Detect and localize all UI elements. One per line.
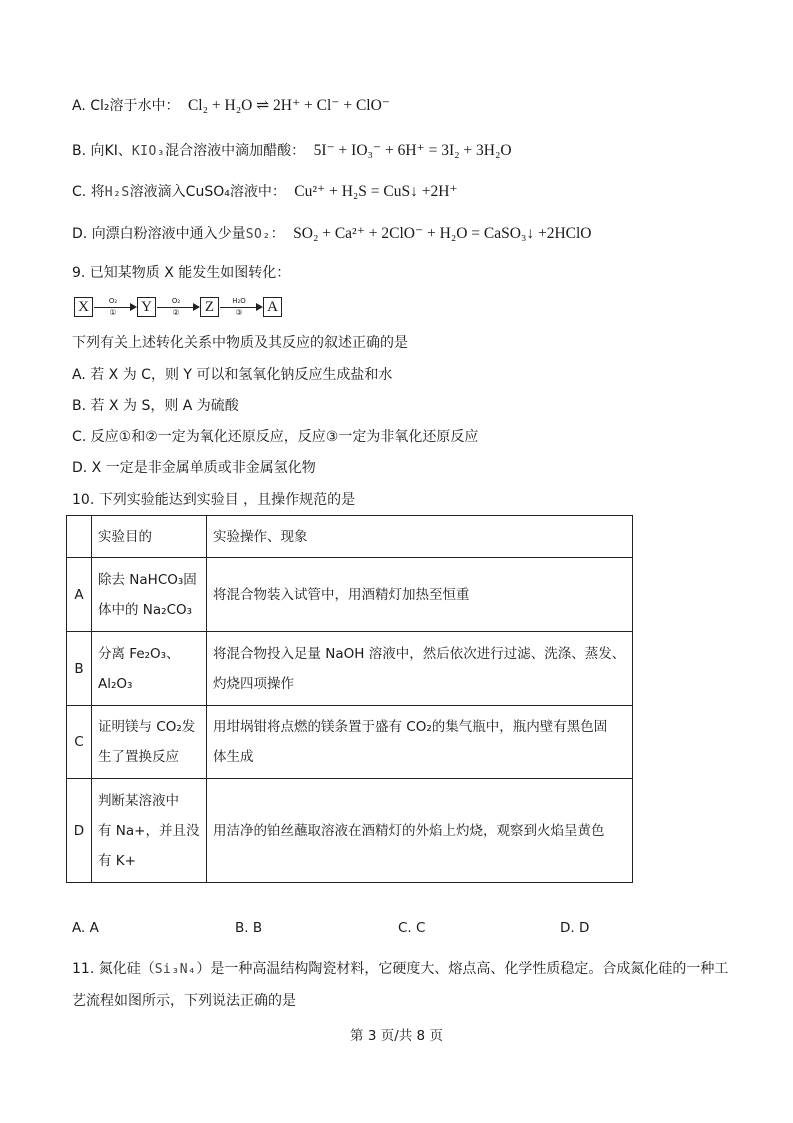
option-text: ： [270, 226, 285, 242]
table-header-row [67, 516, 633, 558]
q9-option-a: A. 若 X 为 C，则 Y 可以和氢氧化钠反应生成盐和水 [72, 367, 393, 383]
q11-text: 11. 氮化硅（ [72, 961, 155, 977]
cell-line: 体中的 Na₂CO₃ [98, 601, 193, 618]
equation: SO₂ + Ca²⁺ + 2ClO⁻ + H₂O = CaSO₃↓ +2HClO [293, 225, 592, 242]
flow-node-a: A [263, 297, 282, 317]
purpose-cell [92, 632, 207, 706]
reagent-formula: H₂S [104, 185, 130, 200]
cell-line: 体生成 [213, 749, 254, 765]
arrow-step: ③ [235, 308, 243, 317]
q10-option-b: B. B [235, 920, 263, 936]
purpose-cell [92, 558, 207, 632]
operation-cell [207, 779, 633, 883]
arrow-step: ② [172, 308, 180, 317]
table-header-cell: 实验操作、现象 [207, 516, 633, 558]
q9-option-d: D. X 一定是非金属单质或非金属氢化物 [72, 460, 316, 476]
equation: Cu²⁺ + H₂S = CuS↓ +2H⁺ [294, 183, 458, 200]
reagent-formula: KIO₃ [131, 144, 166, 159]
conversion-flow-diagram [74, 296, 282, 318]
operation-cell [207, 632, 633, 706]
option-text: 溶液滴入CuSO₄溶液中： [129, 184, 286, 200]
purpose-cell [92, 706, 207, 779]
table-header-cell: 实验目的 [92, 516, 207, 558]
cell-line: 分离 Fe₂O₃、 [98, 645, 180, 662]
q9-option-c: C. 反应①和②一定为氧化还原反应，反应③一定为非氧化还原反应 [72, 429, 479, 445]
q11-text: ）是一种高温结构陶瓷材料，它硬度大、熔点高、化学性质稳定。合成氮化硅的一种工 [196, 961, 729, 977]
cell-line: 将混合物装入试管中，用酒精灯加热至恒重 [213, 586, 470, 603]
equation: Cl₂ + H₂O ⇌ 2H⁺ + Cl⁻ + ClO⁻ [187, 97, 390, 114]
flow-node-x: X [74, 297, 93, 317]
q10-option-a: A. A [72, 920, 99, 936]
page-footer: 第 3 页/共 8 页 [350, 1028, 443, 1044]
flow-arrow-3 [219, 298, 263, 316]
q8-option-c [72, 182, 458, 203]
row-label: C [67, 706, 92, 779]
table-row [67, 779, 633, 883]
table-header-cell [67, 516, 92, 558]
cell-line: 有 Na+，并且没 [98, 822, 200, 839]
q8-option-a [72, 96, 390, 116]
option-text: 将 [90, 184, 105, 200]
option-label: C. [72, 184, 87, 200]
q9-stem: 9. 已知某物质 X 能发生如图转化： [72, 265, 291, 281]
option-text: 向漂白粉溶液中通入少量 [91, 226, 246, 242]
row-label: A [67, 558, 92, 632]
arrow-reagent: O₂ [108, 297, 118, 305]
q11-stem-line2: 艺流程如图所示，下列说法正确的是 [72, 993, 296, 1009]
q10-stem: 10. 下列实验能达到实验目 ，且操作规范的是 [72, 492, 356, 508]
q9-option-b: B. 若 X 为 S，则 A 为硫酸 [72, 398, 239, 414]
silicon-nitride-formula: Si₃N₄ [154, 962, 197, 977]
table-row [67, 706, 633, 779]
cell-line: 用坩埚钳将点燃的镁条置于盛有 CO₂的集气瓶中，瓶内壁有黑色固 [213, 719, 608, 735]
option-text: Cl₂溶于水中： [90, 98, 180, 114]
cell-line: 生了置换反应 [98, 749, 179, 765]
cell-line: 判断某溶液中 [98, 792, 179, 809]
cell-line: 除去 NaHCO₃固 [98, 571, 197, 588]
flow-arrow-2 [156, 298, 200, 316]
operation-cell [207, 706, 633, 779]
q8-option-d [72, 224, 592, 245]
purpose-cell [92, 779, 207, 883]
cell-line: Al₂O₃ [98, 675, 133, 692]
option-label: D. [72, 226, 88, 242]
cell-line: 用洁净的铂丝蘸取溶液在酒精灯的外焰上灼烧，观察到火焰呈黄色 [213, 822, 605, 839]
option-label: A. [72, 98, 86, 114]
equation: 5I⁻ + IO₃⁻ + 6H⁺ = 3I₂ + 3H₂O [313, 142, 512, 159]
cell-line: 将混合物投入足量 NaOH 溶液中，然后依次进行过滤、洗涤、蒸发、 [213, 645, 626, 662]
q8-option-b [72, 141, 512, 162]
reagent-formula: SO₂ [245, 227, 271, 242]
option-text: 混合溶液中滴加醋酸： [165, 143, 306, 159]
q9-question: 下列有关上述转化关系中物质及其反应的叙述正确的是 [72, 335, 408, 351]
option-text: 向KI、 [90, 143, 132, 159]
table-row [67, 558, 633, 632]
cell-line: 证明镁与 CO₂发 [98, 719, 196, 735]
q10-option-c: C. C [398, 920, 426, 936]
q11-stem-line1 [72, 959, 728, 980]
operation-cell [207, 558, 633, 632]
option-label: B. [72, 143, 87, 159]
arrow-step: ① [109, 308, 117, 317]
experiment-table [66, 515, 633, 883]
q10-options [0, 920, 793, 940]
cell-line: 灼烧四项操作 [213, 675, 294, 692]
flow-node-z: Z [200, 297, 219, 317]
q10-option-d: D. D [560, 920, 590, 936]
arrow-reagent: H₂O [232, 297, 246, 305]
row-label: B [67, 632, 92, 706]
flow-arrow-1 [93, 298, 137, 316]
row-label: D [67, 779, 92, 883]
arrow-reagent: O₂ [171, 297, 181, 305]
flow-node-y: Y [137, 297, 156, 317]
cell-line: 有 K+ [98, 852, 136, 869]
table-row [67, 632, 633, 706]
